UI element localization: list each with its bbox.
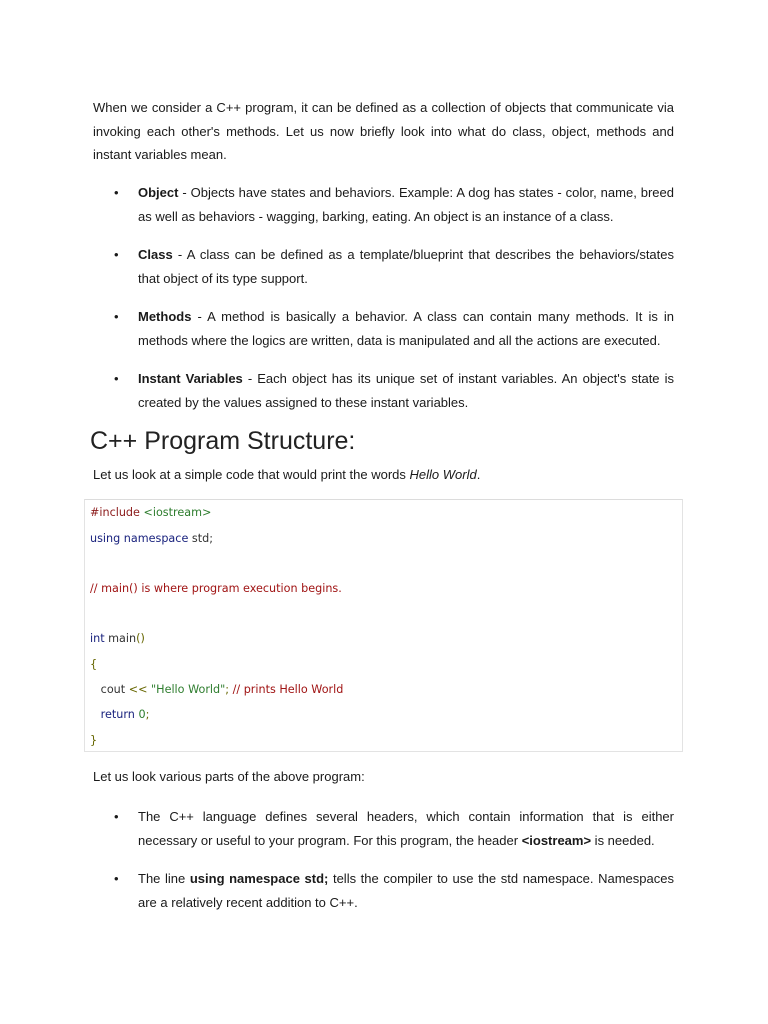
bullet-icon: • xyxy=(114,871,119,886)
intro-paragraph: When we consider a C++ program, it can be defined as a collection of objects that communicate via invoking each other's methods. Let us now briefly look into what do class, object, methods and instant variables mean. xyxy=(93,100,674,162)
bullet-icon: • xyxy=(114,247,119,262)
code-brace: } xyxy=(90,734,98,747)
code-line-cout xyxy=(90,682,343,698)
bullet-icon: • xyxy=(114,809,119,824)
part-bold: using namespace std; xyxy=(189,871,329,886)
code-keyword: using namespace xyxy=(90,532,189,545)
part-text: The line xyxy=(138,871,190,886)
definition-term: Instant Variables xyxy=(138,371,243,386)
definition-term: Methods xyxy=(138,309,192,324)
code-semicolon: ; xyxy=(145,708,150,721)
code-line-open-brace xyxy=(90,657,97,673)
list-item xyxy=(114,367,674,415)
code-line-close-brace xyxy=(90,733,97,749)
bullet-icon: • xyxy=(114,309,119,324)
definition-text: - Each object has its unique set of instant variables. An object's state is created by the values assigned to these instant variables. xyxy=(138,371,674,410)
definition-text: - A method is basically a behavior. A class can contain many methods. It is in methods where the logics are written, data is manipulated and all the actions are executed. xyxy=(138,309,674,348)
parts-intro: Let us look various parts of the above program: xyxy=(93,769,365,784)
definition-term: Object xyxy=(138,185,179,200)
list-item xyxy=(114,305,674,353)
code-directive: #include xyxy=(90,506,144,519)
code-keyword: int xyxy=(90,632,105,645)
list-item xyxy=(114,243,674,291)
code-brace: { xyxy=(90,658,98,671)
bullet-icon: • xyxy=(114,371,119,386)
definition-term: Class xyxy=(138,247,173,262)
part-text: The C++ language defines several headers, which contain information that is either necessary or useful to your program. For this program, the header xyxy=(138,809,674,848)
code-line-comment xyxy=(90,581,342,597)
list-item xyxy=(114,805,674,853)
section-intro-end: . xyxy=(476,467,481,482)
section-heading: C++ Program Structure: xyxy=(90,427,356,455)
code-comment: // main() is where program execution begins. xyxy=(90,582,342,595)
part-bold: <iostream> xyxy=(521,833,592,848)
code-comment: // prints Hello World xyxy=(232,683,344,696)
code-line-main xyxy=(90,631,145,647)
code-identifier: main xyxy=(104,632,137,645)
part-text-end: tells the compiler to use the std namespace. Namespaces are a relatively recent addition to C++. xyxy=(138,871,674,910)
code-number: 0 xyxy=(134,708,146,721)
code-parens: () xyxy=(136,632,145,645)
section-intro-text: Let us look at a simple code that would print the words xyxy=(93,467,410,482)
code-operator: << xyxy=(128,683,148,696)
section-intro-emphasis: Hello World xyxy=(409,467,477,482)
part-text-end: is needed. xyxy=(591,833,655,848)
code-string: "Hello World" xyxy=(147,683,226,696)
code-keyword: return xyxy=(90,708,135,721)
code-semicolon: ; xyxy=(225,683,233,696)
list-item xyxy=(114,867,674,915)
code-line-include xyxy=(90,505,211,521)
list-item xyxy=(114,181,674,229)
code-identifier: std; xyxy=(188,532,213,545)
code-header-name: <iostream> xyxy=(143,506,212,519)
code-line-return xyxy=(90,707,149,723)
code-line-using xyxy=(90,531,213,547)
definition-text: - A class can be defined as a template/blueprint that describes the behaviors/states that object of its type support. xyxy=(138,247,674,286)
code-identifier: cout xyxy=(90,683,129,696)
definition-text: - Objects have states and behaviors. Example: A dog has states - color, name, breed as well as behaviors - wagging, barking, eating. An object is an instance of a class. xyxy=(138,185,674,224)
bullet-icon: • xyxy=(114,185,119,200)
section-intro xyxy=(93,464,480,486)
